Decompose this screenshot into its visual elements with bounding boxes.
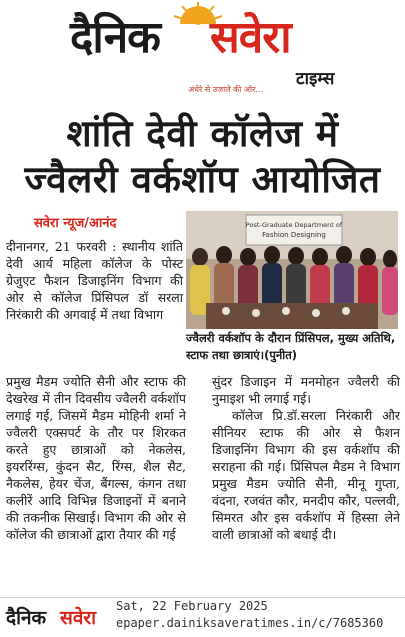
headline-line-2: ज्वैलरी वर्कशॉप आयोजित	[24, 158, 381, 201]
body-paragraph-right-1: सुंदर डिजाइन में मनमोहन ज्वैलरी की नुमाइश भी लगाई गई।	[212, 374, 400, 406]
brand-name-part1: दैनिक	[70, 12, 160, 63]
article-column-left	[6, 373, 186, 543]
photo-banner-line-2: Fashion Designing	[262, 231, 326, 239]
article-intro	[6, 238, 183, 323]
masthead	[0, 0, 405, 96]
article-column-right	[212, 373, 400, 543]
footer-logo-part1: दैनिक	[6, 607, 47, 629]
group-photo-illustration	[186, 211, 398, 329]
footer-url[interactable]: epaper.dainiksaveratimes.in/c/7685360	[116, 616, 384, 630]
brand-suffix: टाइम्स	[296, 69, 335, 89]
byline: सवेरा न्यूज/आनंद	[34, 216, 117, 231]
headline-line-1: शांति देवी कॉलेज में	[66, 112, 339, 155]
footer-date: Sat, 22 February 2025	[116, 599, 268, 613]
photo-banner-line-1: Post-Graduate Department of	[245, 221, 343, 229]
body-paragraph-left: प्रमुख मैडम ज्योति सैनी और स्टाफ की देखरेख में तीन दिवसीय ज्वैलरी वर्कशॉप लगाई गई, जिसमें मैडम मोहिनी शर्मा ने ज्वैलरी एक्सपर्ट के तौर पर शिरकत करते हुए छात्राओं को नेकलेस, इयररिंग्स, कुंदन सैट, रिंग्स, शैल सैट, नैकलेस, हेयर चेंज, बैंगल्स, कंगन तथा कलीरें आदि विभिन्न डिजाइनों में बनाने की तकनीक सिखाई। विभाग की ओर से कॉलेज की छात्राओं द्वारा तैयार की गई	[6, 374, 186, 542]
article-photo	[186, 211, 398, 329]
brand-tagline: अंधेरे से उजाले की ओर...	[188, 85, 264, 94]
brand-name-part2: सवेरा	[210, 12, 291, 63]
footer-logo-part2: सवेरा	[60, 607, 97, 629]
intro-paragraph: दीनानगर, 21 फरवरी : स्थानीय शांति देवी आर्य महिला कॉलेज के पोस्ट ग्रेजुएट फैशन डिजाइनिंग विभाग की ओर से कॉलेज प्रिंसिपल डॉ सरला निरंकारी की अगवाई में तथा विभाग	[6, 239, 183, 322]
photo-caption: ज्वैलरी वर्कशॉप के दौरान प्रिंसिपल, मुख्य अतिथि, स्टाफ तथा छात्राएं।(पुनीत)	[186, 331, 396, 362]
body-paragraph-right-2: कॉलेज प्रि.डॉ.सरला निरंकारी और सीनियर स्टाफ की ओर से फैशन डिजाइनिंग विभाग की इस वर्कशॉप की सराहना की गई। प्रिंसिपल मैडम ने विभाग प्रमुख मैडम ज्योति सैनी, मीनू गुप्ता, वंदना, रजवंत कौर, मनदीप कौर, पल्लवी, सिमरत और इस वर्कशॉप में हिस्सा लेने वाली छात्राओं को बधाई दी।	[212, 408, 400, 542]
footer-divider	[0, 597, 405, 598]
